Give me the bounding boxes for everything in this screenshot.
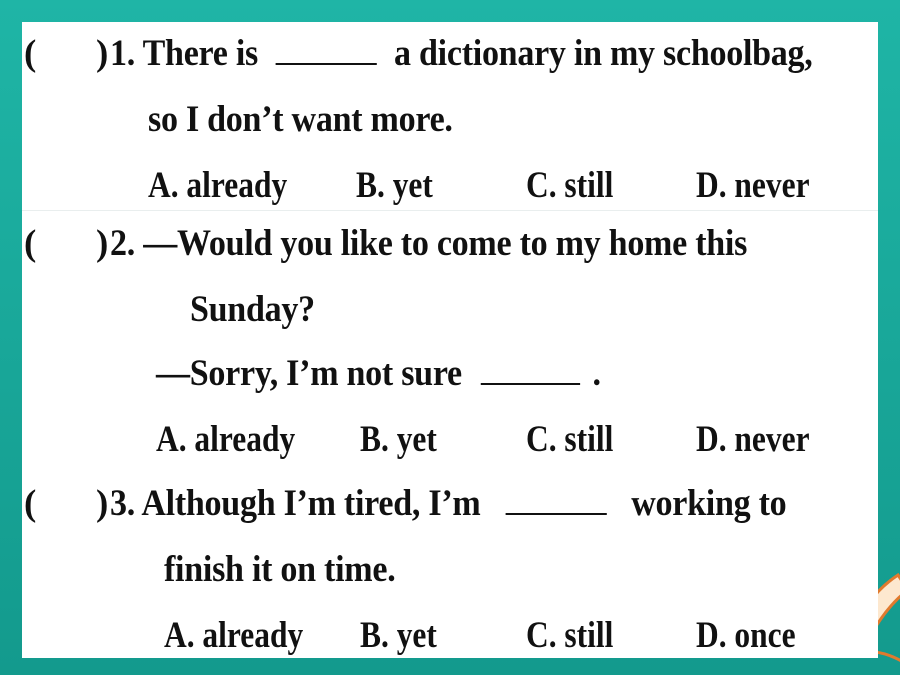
option-d: D. never [696, 419, 810, 460]
question-text: —Would you like to come to my home this [143, 223, 748, 264]
option-a: A. already [148, 165, 288, 206]
question-line [110, 482, 786, 525]
question-text: —Sorry, I’m not sure [156, 353, 462, 394]
option-c: C. still [526, 615, 614, 656]
answer-blank [275, 57, 376, 65]
option-b: B. yet [360, 615, 437, 656]
sheet-seam [22, 210, 878, 215]
question-line [156, 352, 601, 395]
option-d: D. never [696, 165, 810, 206]
option-a: A. already [164, 615, 304, 656]
question-number: 2. [110, 223, 135, 264]
option-c: C. still [526, 419, 614, 460]
option-d: D. once [696, 615, 796, 656]
question-line: so I don’t want more. [148, 99, 453, 140]
option-b: B. yet [360, 419, 437, 460]
answer-paren-open: ( [24, 483, 37, 524]
answer-paren-close: ) [96, 33, 109, 74]
question-text: a dictionary in my schoolbag, [394, 33, 813, 74]
question-text: There is [142, 33, 258, 74]
option-a: A. already [156, 419, 296, 460]
answer-paren-close: ) [96, 483, 109, 524]
option-c: C. still [526, 165, 614, 206]
question-number: 1. [110, 33, 135, 74]
question-text: working to [631, 483, 787, 524]
worksheet [22, 22, 878, 658]
answer-paren-open: ( [24, 223, 37, 264]
question-text: . [592, 353, 601, 394]
answer-blank [481, 377, 580, 385]
question-line [110, 222, 747, 265]
option-b: B. yet [356, 165, 433, 206]
question-line: Sunday? [190, 289, 315, 330]
question-text: Although I’m tired, I’m [141, 483, 481, 524]
answer-paren-open: ( [24, 33, 37, 74]
question-line [110, 32, 813, 75]
answer-blank [505, 507, 606, 515]
question-number: 3. [110, 483, 135, 524]
question-line: finish it on time. [164, 549, 396, 590]
answer-paren-close: ) [96, 223, 109, 264]
